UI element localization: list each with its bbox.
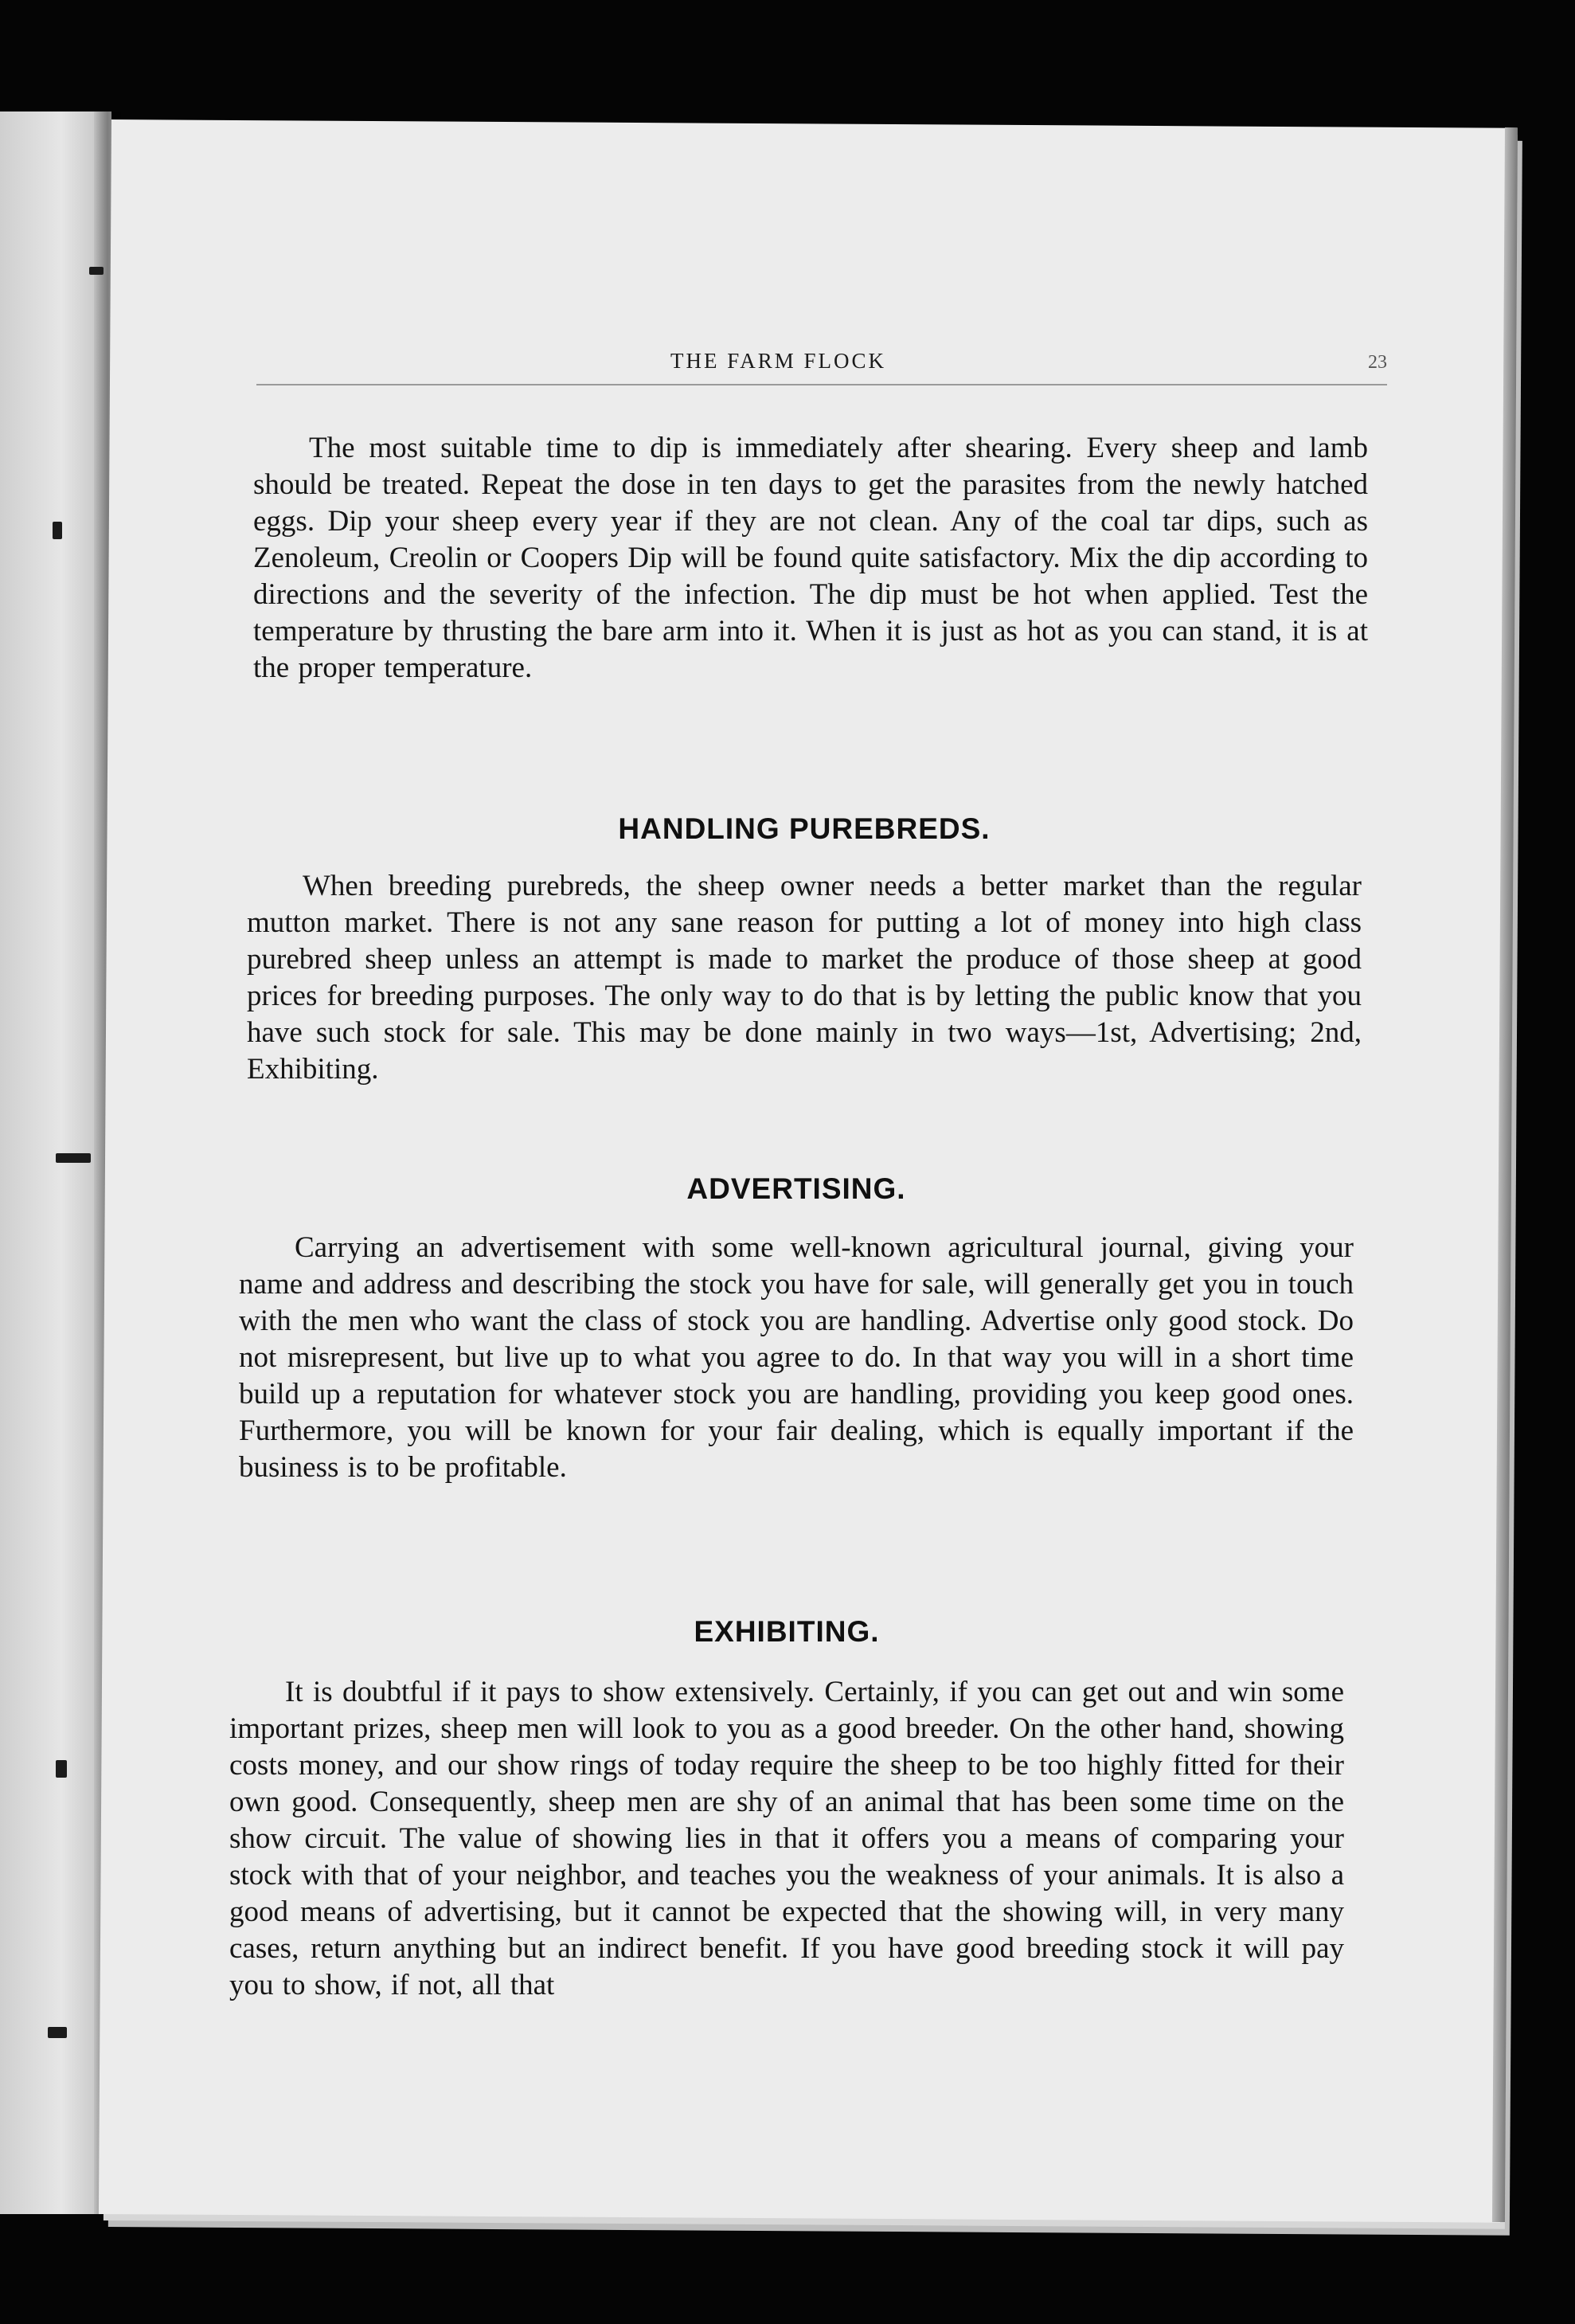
section-dipping xyxy=(253,430,1368,687)
section-advertising xyxy=(239,1172,1354,1486)
header-rule xyxy=(256,384,1387,385)
paragraph-advertising: Carrying an advertisement with some well-known agricultural journal, giving your name and address and describing the stock you have for sale, will generally get you in touch with the men who want the class of stock you are handling. Advertise only good stock. Do not misrepresent, but live up to what you agree to do. In that way you will in a short time build up a reputation for whatever stock you are handling, providing you keep good ones. Furthermore, you will be known for your fair dealing, which is equally important if the business is to be profitable. xyxy=(239,1231,1354,1484)
margin-mark xyxy=(89,267,104,275)
page-number: 23 xyxy=(1368,352,1387,373)
section-exhibiting xyxy=(229,1615,1344,2004)
section-handling-purebreds xyxy=(247,812,1362,1088)
margin-mark xyxy=(53,522,62,539)
paragraph-exhibiting: It is doubtful if it pays to show extensively. Certainly, if you can get out and win some important prizes, sheep men will look to you as a good breeder. On the other hand, showing costs money, and our show rings of today require the sheep to be too highly fitted for their own good. Consequently, sheep men are shy of an animal that has been some time on the show circuit. The value of showing lies in that it offers you a means of comparing your stock with that of your neighbor, and teaches you the weakness of your animals. It is also a good means of advertising, but it cannot be expected that the showing will, in very many cases, return anything but an indirect benefit. If you have good breeding stock it will pay you to show, if not, all that xyxy=(229,1676,1344,2001)
heading-exhibiting: EXHIBITING. xyxy=(694,1615,880,1648)
paragraph-handling-purebreds: When breeding purebreds, the sheep owner needs a better market than the regular mutton market. There is not any sane reason for putting a lot of money into high class purebred sheep unless an attempt is made to market the produce of those sheep at good prices for breeding purposes. The only way to do that is by letting the public know that you have such stock for sale. This may be done mainly in two ways—1st, Advertising; 2nd, Exhibiting. xyxy=(247,870,1362,1086)
heading-advertising: ADVERTISING. xyxy=(686,1172,906,1205)
paragraph-dipping: The most suitable time to dip is immediately after shearing. Every sheep and lamb should be treated. Repeat the dose in ten days to get the parasites from the newly hatched eggs. Dip your sheep every year if they are not clean. Any of the coal tar dips, such as Zenoleum, Creolin or Coopers Dip will be found quite satisfactory. Mix the dip according to directions and the severity of the infection. The dip must be hot when applied. Test the temperature by thrusting the bare arm into it. When it is just as hot as you can stand, it is at the proper temperature. xyxy=(253,432,1368,684)
heading-handling-purebreds: HANDLING PUREBREDS. xyxy=(618,812,991,845)
margin-mark xyxy=(56,1153,91,1163)
margin-mark xyxy=(56,1760,67,1778)
margin-mark xyxy=(48,2027,67,2038)
running-head: THE FARM FLOCK xyxy=(670,349,887,373)
page-header xyxy=(256,344,1387,385)
